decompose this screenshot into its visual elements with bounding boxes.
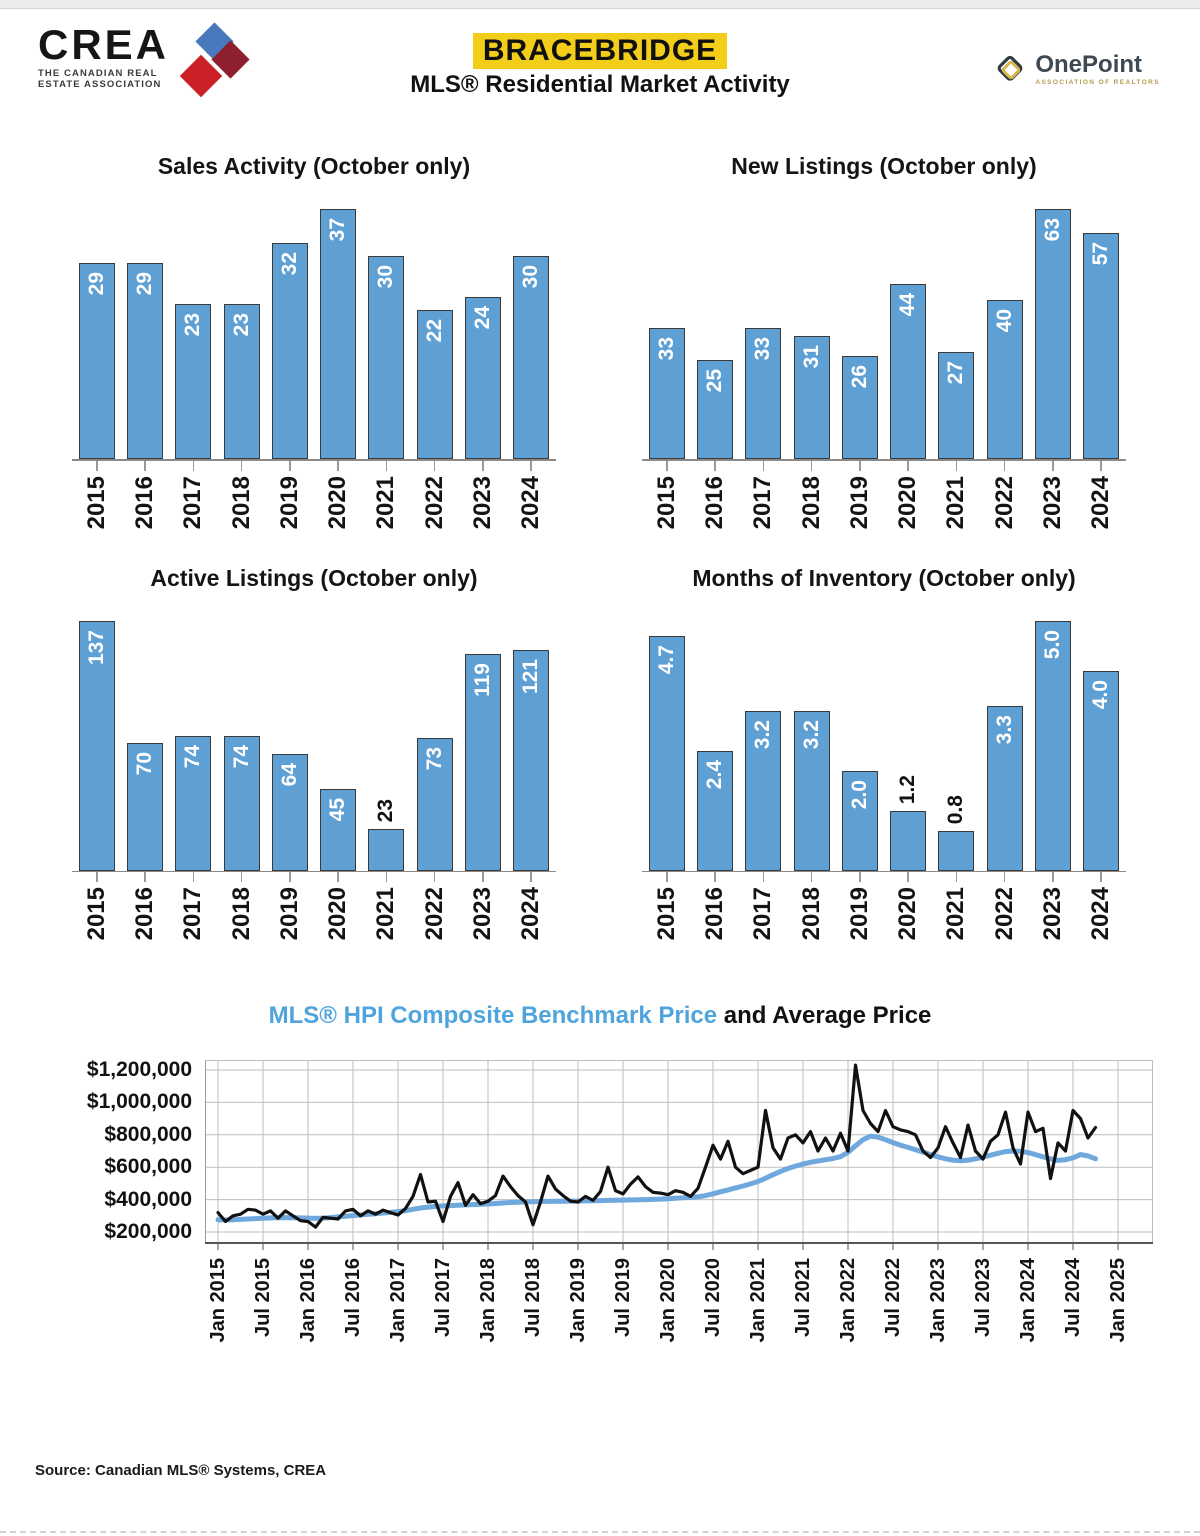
x-axis-label: 2023 <box>468 475 496 529</box>
tick-mark <box>811 461 813 471</box>
line-x-label-text: Jul 2018 <box>521 1258 544 1337</box>
tick-mark <box>337 872 339 882</box>
tick-mark <box>482 872 484 882</box>
bar-value-label: 3.2 <box>751 719 775 749</box>
tick-mark <box>530 872 532 882</box>
bar-value-label: 4.0 <box>1088 679 1112 709</box>
x-tick-cell <box>320 872 356 946</box>
bar-value-label: 30 <box>374 265 398 289</box>
line-x-label <box>745 1258 771 1343</box>
x-axis-label: 2016 <box>131 475 159 529</box>
x-axis-label: 2018 <box>227 475 255 529</box>
line-x-label-text: Jan 2018 <box>476 1258 499 1343</box>
bar-value-label: 33 <box>655 337 678 361</box>
bar-2024 <box>1083 671 1119 871</box>
x-tick-cell <box>272 872 308 946</box>
bar-2018 <box>794 336 830 459</box>
bar-value-label: 29 <box>85 272 108 296</box>
x-axis-label: 2024 <box>516 887 544 941</box>
window-top-edge <box>0 0 1200 9</box>
y-axis-label: $800,000 <box>104 1122 192 1146</box>
bars-area <box>649 194 1119 459</box>
x-tick-cell <box>513 872 549 946</box>
x-tick-cell <box>1035 461 1071 535</box>
bar-value-label: 1.2 <box>896 775 920 805</box>
onepoint-tagline: ASSOCIATION OF REALTORS <box>1035 78 1160 86</box>
tick-mark <box>144 872 146 882</box>
line-x-label <box>565 1258 591 1343</box>
tick-mark <box>241 872 243 882</box>
line-x-label <box>790 1258 816 1337</box>
x-axis-label: 2019 <box>845 475 873 529</box>
bar-2019 <box>842 771 878 871</box>
x-axis-label: 2019 <box>275 475 303 529</box>
x-tick-cell <box>987 872 1023 946</box>
tick-mark <box>144 461 146 471</box>
bar-2022 <box>417 738 453 871</box>
x-tick-cell <box>127 461 163 535</box>
line-x-label <box>430 1258 456 1337</box>
x-axis-label: 2018 <box>797 475 825 529</box>
x-tick-cell <box>794 872 830 946</box>
x-axis-label: 2021 <box>372 887 400 941</box>
line-x-label-text: Jan 2022 <box>836 1258 859 1343</box>
line-x-label <box>1060 1258 1086 1337</box>
line-x-label <box>340 1258 366 1337</box>
bar-2022 <box>987 706 1023 871</box>
bar-2016 <box>127 263 163 459</box>
x-axis-label: 2020 <box>324 475 352 529</box>
tick-mark <box>763 461 765 471</box>
x-tick-cell <box>745 872 781 946</box>
x-tick-cell <box>368 872 404 946</box>
line-x-label <box>1015 1258 1041 1343</box>
line-x-label-text: Jul 2022 <box>881 1258 904 1337</box>
x-axis-labels <box>79 872 549 946</box>
x-tick-cell <box>1035 872 1071 946</box>
chart-title: Active Listings (October only) <box>150 564 478 591</box>
line-x-label-text: Jan 2015 <box>206 1258 229 1343</box>
line-x-label <box>880 1258 906 1337</box>
x-tick-cell <box>224 461 260 535</box>
bar-2017 <box>175 736 211 871</box>
x-axis-label: 2015 <box>83 887 110 941</box>
x-tick-cell <box>513 461 549 535</box>
x-tick-cell <box>794 461 830 535</box>
x-axis-label: 2015 <box>83 475 110 529</box>
x-axis-label: 2017 <box>179 475 207 529</box>
bar-2015 <box>79 621 115 871</box>
y-axis-label: $400,000 <box>104 1187 192 1211</box>
x-axis-label: 2015 <box>653 887 680 941</box>
bar-2020 <box>320 789 356 871</box>
tick-mark <box>1100 872 1102 882</box>
line-x-label <box>835 1258 861 1343</box>
tick-mark <box>530 461 532 471</box>
tick-mark <box>289 461 291 471</box>
x-axis-label: 2016 <box>131 887 159 941</box>
bar-2024 <box>1083 233 1119 459</box>
onepoint-name: OnePoint <box>1035 50 1143 78</box>
x-axis-labels <box>649 461 1119 535</box>
crea-diamonds-icon <box>179 25 251 103</box>
bar-value-label: 4.7 <box>655 644 678 674</box>
bar-value-label: 57 <box>1088 242 1112 266</box>
x-tick-cell <box>417 461 453 535</box>
bar-value-label: 2.4 <box>703 759 727 789</box>
line-x-label <box>925 1258 951 1343</box>
tick-mark <box>434 872 436 882</box>
bar-2023 <box>1035 621 1071 871</box>
x-tick-cell <box>987 461 1023 535</box>
tick-mark <box>714 872 716 882</box>
bar-2021 <box>938 795 974 871</box>
x-axis-label: 2023 <box>468 887 496 941</box>
x-axis-label: 2024 <box>1086 475 1114 529</box>
x-tick-cell <box>938 461 974 535</box>
line-x-label <box>700 1258 726 1337</box>
bar-value-label: 23 <box>181 313 205 337</box>
price-line-chart <box>0 1002 1200 1370</box>
bar-value-label: 40 <box>992 309 1016 333</box>
x-tick-cell <box>368 461 404 535</box>
bar-2015 <box>79 263 115 459</box>
y-axis-label: $1,200,000 <box>86 1058 192 1081</box>
price-line-plot <box>205 1060 1155 1252</box>
line-plot-area <box>0 1060 1200 1370</box>
bar-value-label: 26 <box>847 365 871 389</box>
line-x-label-text: Jul 2021 <box>791 1258 814 1337</box>
line-x-label <box>520 1258 546 1337</box>
x-axis-label: 2015 <box>653 475 680 529</box>
line-x-label <box>385 1258 411 1343</box>
bar-2023 <box>465 654 501 871</box>
line-chart-title <box>0 1002 1200 1030</box>
bar-value-label: 24 <box>470 306 494 330</box>
x-axis-label: 2017 <box>179 887 207 941</box>
bar-2018 <box>794 711 830 871</box>
bar-value-label: 64 <box>277 762 301 786</box>
bar-2017 <box>745 711 781 871</box>
x-axis-label: 2018 <box>797 887 825 941</box>
line-x-label <box>610 1258 636 1337</box>
chart-title: New Listings (October only) <box>731 153 1037 179</box>
x-axis-label: 2022 <box>990 887 1018 941</box>
x-tick-cell <box>1083 461 1119 535</box>
y-axis-label: $1,000,000 <box>86 1090 192 1114</box>
bar-2017 <box>175 304 211 459</box>
tick-mark <box>434 461 436 471</box>
line-x-label-text: Jul 2024 <box>1061 1258 1084 1337</box>
x-tick-cell <box>649 872 685 946</box>
report-header <box>0 9 1200 113</box>
line-x-label-text: Jan 2023 <box>926 1258 949 1343</box>
tick-mark <box>193 461 195 471</box>
cropped-disclaimer-edge <box>0 1531 1200 1536</box>
x-axis-label: 2016 <box>701 475 729 529</box>
tick-mark <box>1052 872 1054 882</box>
bar-value-label: 31 <box>799 345 823 369</box>
tick-mark <box>1100 461 1102 471</box>
active-listings-chart <box>72 565 556 947</box>
tick-mark <box>1052 461 1054 471</box>
bar-2018 <box>224 736 260 871</box>
bar-2021 <box>368 256 404 459</box>
bar-value-label: 29 <box>133 272 157 296</box>
x-axis-label: 2019 <box>845 887 873 941</box>
tick-mark <box>241 461 243 471</box>
x-tick-cell <box>79 872 115 946</box>
tick-mark <box>811 872 813 882</box>
x-axis-label: 2021 <box>372 475 400 529</box>
x-tick-cell <box>697 872 733 946</box>
bar-value-label: 33 <box>751 337 775 361</box>
line-x-label-text: Jul 2016 <box>341 1258 364 1337</box>
bar-value-label: 45 <box>326 797 350 821</box>
x-axis-label: 2020 <box>324 887 352 941</box>
bar-2015 <box>649 328 685 459</box>
x-axis-label: 2022 <box>420 887 448 941</box>
bar-value-label: 25 <box>703 369 727 393</box>
bars-area <box>79 606 549 871</box>
bar-2016 <box>697 751 733 871</box>
bar-value-label: 5.0 <box>1040 629 1064 659</box>
x-tick-cell <box>745 461 781 535</box>
x-tick-cell <box>175 872 211 946</box>
tick-mark <box>907 872 909 882</box>
x-tick-cell <box>842 872 878 946</box>
bars-area <box>649 606 1119 871</box>
line-x-label <box>970 1258 996 1337</box>
crea-tagline-line1: THE CANADIAN REAL <box>38 68 158 79</box>
x-tick-cell <box>224 872 260 946</box>
avg-title-part: and Average Price <box>717 1002 932 1029</box>
tick-mark <box>96 461 98 471</box>
bar-value-label: 37 <box>326 218 350 242</box>
crea-wordmark <box>38 21 170 90</box>
line-x-label-text: Jan 2025 <box>1106 1258 1129 1343</box>
x-tick-cell <box>890 461 926 535</box>
bar-2024 <box>513 650 549 871</box>
line-x-label-text: Jul 2015 <box>251 1258 274 1337</box>
line-x-label-text: Jan 2016 <box>296 1258 319 1343</box>
line-x-label <box>475 1258 501 1343</box>
y-axis-label: $600,000 <box>104 1155 192 1179</box>
bar-value-label: 137 <box>85 629 108 665</box>
x-tick-cell <box>79 461 115 535</box>
bar-2015 <box>649 636 685 871</box>
tick-mark <box>96 872 98 882</box>
bar-value-label: 44 <box>896 293 920 317</box>
page-title: BRACEBRIDGE <box>473 33 727 69</box>
bar-value-label: 3.3 <box>992 714 1016 744</box>
bar-value-label: 30 <box>518 265 542 289</box>
tick-mark <box>956 461 958 471</box>
line-x-axis-labels <box>205 1258 1155 1368</box>
bar-2020 <box>890 775 926 871</box>
line-x-label-text: Jul 2020 <box>701 1258 724 1337</box>
bar-2018 <box>224 304 260 459</box>
tick-mark <box>386 872 388 882</box>
bar-value-label: 22 <box>422 319 446 343</box>
x-tick-cell <box>175 461 211 535</box>
crea-tagline-line2: ESTATE ASSOCIATION <box>38 79 162 90</box>
new-listings-chart <box>642 153 1126 535</box>
tick-mark <box>386 461 388 471</box>
tick-mark <box>289 872 291 882</box>
tick-mark <box>763 872 765 882</box>
x-axis-label: 2024 <box>516 475 544 529</box>
y-axis-label: $200,000 <box>104 1220 192 1243</box>
bar-value-label: 74 <box>181 744 205 768</box>
x-tick-cell <box>272 461 308 535</box>
line-x-label-text: Jan 2020 <box>656 1258 679 1343</box>
bar-value-label: 119 <box>470 662 494 697</box>
x-axis-label: 2021 <box>942 475 970 529</box>
x-axis-label: 2019 <box>275 887 303 941</box>
tick-mark <box>956 872 958 882</box>
chart-title: Sales Activity (October only) <box>157 153 471 179</box>
tick-mark <box>482 461 484 471</box>
months-of-inventory-chart <box>642 565 1126 947</box>
x-axis-label: 2017 <box>749 887 777 941</box>
bar-value-label: 23 <box>374 799 398 823</box>
x-tick-cell <box>465 461 501 535</box>
tick-mark <box>337 461 339 471</box>
bar-2023 <box>1035 209 1071 459</box>
x-axis-labels <box>649 872 1119 946</box>
x-axis-labels <box>79 461 549 535</box>
line-x-label <box>250 1258 276 1337</box>
bar-charts-grid <box>72 153 1200 946</box>
tick-mark <box>666 461 668 471</box>
x-tick-cell <box>320 461 356 535</box>
bar-2020 <box>320 209 356 459</box>
line-x-label-text: Jul 2017 <box>431 1258 454 1337</box>
bar-2023 <box>465 297 501 459</box>
tick-mark <box>714 461 716 471</box>
x-axis-label: 2024 <box>1086 887 1114 941</box>
bar-value-label: 32 <box>277 252 301 276</box>
line-x-label <box>205 1258 231 1343</box>
onepoint-wordmark <box>1035 50 1160 86</box>
x-axis-label: 2023 <box>1038 887 1066 941</box>
bar-value-label: 0.8 <box>944 795 968 825</box>
bar-2017 <box>745 328 781 459</box>
line-x-label-text: Jul 2019 <box>611 1258 634 1337</box>
line-x-label <box>655 1258 681 1343</box>
bar-value-label: 3.2 <box>799 719 823 749</box>
x-axis-label: 2020 <box>894 475 922 529</box>
bar-2019 <box>272 754 308 871</box>
tick-mark <box>1004 872 1006 882</box>
bar-2016 <box>127 743 163 871</box>
bar-2021 <box>938 352 974 459</box>
x-tick-cell <box>417 872 453 946</box>
sales-activity-chart <box>72 153 556 535</box>
bar-value-label: 70 <box>133 751 157 775</box>
x-tick-cell <box>890 872 926 946</box>
x-tick-cell <box>1083 872 1119 946</box>
crea-logo <box>38 21 251 103</box>
line-x-label <box>1105 1258 1131 1343</box>
line-x-label-text: Jan 2017 <box>386 1258 409 1343</box>
bars-area <box>79 194 549 459</box>
chart-title: Months of Inventory (October only) <box>692 564 1076 591</box>
tick-mark <box>859 461 861 471</box>
tick-mark <box>193 872 195 882</box>
average-price-line <box>218 1065 1096 1227</box>
x-axis-label: 2017 <box>749 475 777 529</box>
x-tick-cell <box>697 461 733 535</box>
bar-value-label: 74 <box>229 744 253 768</box>
x-axis-label: 2023 <box>1038 475 1066 529</box>
x-axis-label: 2020 <box>894 887 922 941</box>
line-x-label-text: Jan 2019 <box>566 1258 589 1343</box>
source-note: Source: Canadian MLS® Systems, CREA <box>35 1462 327 1479</box>
bar-2020 <box>890 284 926 459</box>
crea-name: CREA <box>38 21 170 68</box>
tick-mark <box>666 872 668 882</box>
bar-value-label: 63 <box>1040 218 1064 242</box>
x-axis-label: 2021 <box>942 887 970 941</box>
line-x-label-text: Jul 2023 <box>971 1258 994 1337</box>
tick-mark <box>907 461 909 471</box>
bar-value-label: 73 <box>422 746 446 770</box>
bar-2019 <box>272 243 308 459</box>
line-x-label-text: Jan 2021 <box>746 1258 769 1343</box>
tick-mark <box>859 872 861 882</box>
x-axis-label: 2016 <box>701 887 729 941</box>
hpi-title-part: MLS® HPI Composite Benchmark Price <box>268 1002 718 1029</box>
bar-value-label: 121 <box>518 658 542 694</box>
line-x-label-text: Jan 2024 <box>1016 1258 1039 1343</box>
bar-2019 <box>842 356 878 459</box>
line-x-label <box>295 1258 321 1343</box>
bar-2022 <box>417 310 453 459</box>
bar-2024 <box>513 256 549 459</box>
x-axis-label: 2022 <box>990 475 1018 529</box>
onepoint-house-icon <box>992 51 1028 87</box>
onepoint-logo <box>992 51 1160 87</box>
x-tick-cell <box>127 872 163 946</box>
x-tick-cell <box>938 872 974 946</box>
bar-value-label: 23 <box>229 313 253 337</box>
bar-2016 <box>697 360 733 459</box>
bar-2022 <box>987 300 1023 459</box>
bar-value-label: 2.0 <box>847 779 871 809</box>
bar-value-label: 27 <box>944 361 968 385</box>
x-tick-cell <box>649 461 685 535</box>
x-tick-cell <box>465 872 501 946</box>
bar-2021 <box>368 799 404 871</box>
report-footer <box>35 1462 1200 1479</box>
tick-mark <box>1004 461 1006 471</box>
x-axis-label: 2022 <box>420 475 448 529</box>
x-tick-cell <box>842 461 878 535</box>
page-subtitle: MLS® Residential Market Activity <box>410 71 790 98</box>
x-axis-label: 2018 <box>227 887 255 941</box>
